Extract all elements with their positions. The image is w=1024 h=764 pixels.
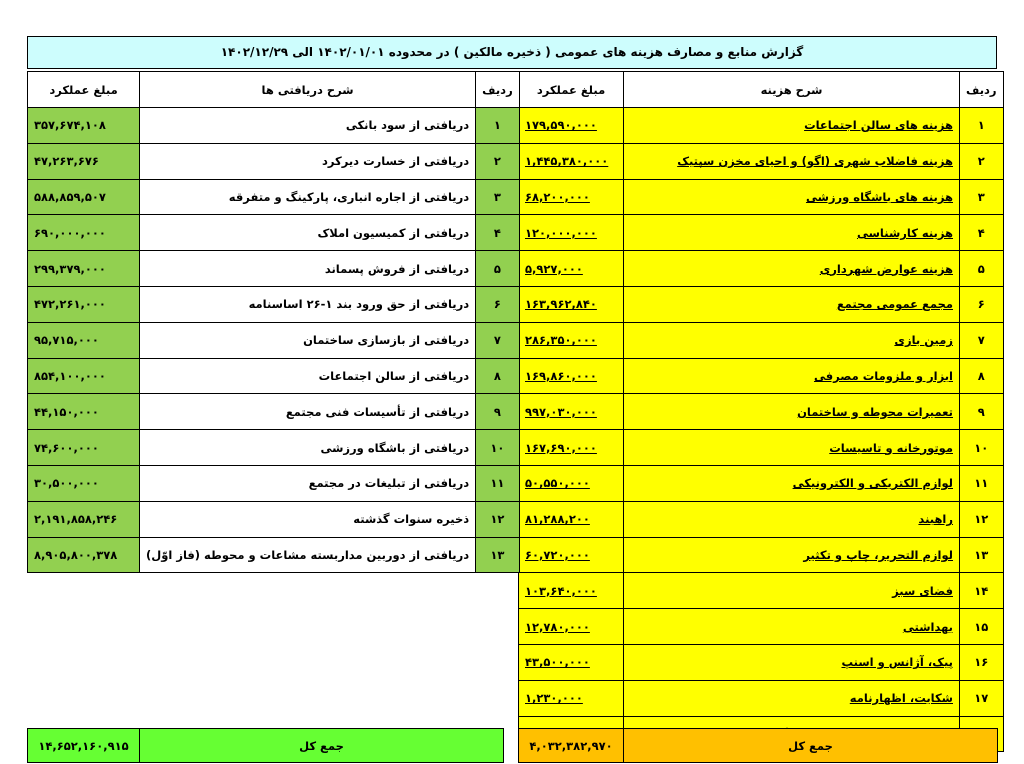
expenses-row-number-text: ۱۱: [974, 476, 989, 491]
receipts-row: [28, 108, 520, 144]
receipts-row-amount-text: ۷۴,۶۰۰,۰۰۰: [34, 440, 99, 455]
expenses-row-number-text: ۱۶: [974, 655, 989, 670]
expenses-row-amount-text: ۱۶۳,۹۶۲,۸۴۰: [525, 297, 597, 312]
expenses-row-amount-text: ۱۶۹,۸۶۰,۰۰۰: [525, 368, 597, 383]
expenses-row-description: [624, 680, 960, 716]
expenses-row-number-text: ۳: [977, 189, 985, 204]
receipts-row-description-text: دریافتی از فروش پسماند: [324, 261, 470, 276]
receipts-row-amount-text: ۹۵,۷۱۵,۰۰۰: [34, 333, 99, 348]
expenses-row-description-text: لوازم التحریر، چاپ و تکثیر: [803, 547, 953, 562]
receipts-row-amount: [28, 179, 140, 215]
expenses-row-description-text: راهبند: [918, 512, 953, 527]
expenses-row-description: [624, 430, 960, 466]
expenses-row-number: [960, 215, 1004, 251]
expenses-row: [519, 573, 1004, 609]
expenses-row: [519, 394, 1004, 430]
expenses-row-description-text: زمین بازی: [894, 333, 953, 348]
expenses-row: [519, 251, 1004, 287]
receipts-row-description: [140, 394, 476, 430]
receipts-row: [28, 215, 520, 251]
expenses-total-label: جمع کل: [624, 729, 998, 763]
expenses-row-amount-text: ۶۸,۲۰۰,۰۰۰: [525, 189, 590, 204]
receipts-header-row-num: ردیف: [476, 72, 520, 108]
expenses-row-number: [960, 108, 1004, 144]
expenses-row-amount: [519, 609, 624, 645]
receipts-row-amount: [28, 286, 140, 322]
expenses-row-amount-text: ۸۱,۲۸۸,۲۰۰: [525, 512, 590, 527]
receipts-row-number-text: ۵: [493, 261, 501, 276]
expenses-total-table: [518, 728, 998, 763]
receipts-row-amount-text: ۳۰,۵۰۰,۰۰۰: [34, 476, 99, 491]
receipts-row-description-text: دریافتی از سالن اجتماعات: [318, 368, 470, 383]
receipts-row-amount-text: ۳۵۷,۶۷۴,۱۰۸: [34, 118, 106, 133]
receipts-total-row: [28, 729, 504, 763]
expenses-row-amount-text: ۱۲,۷۸۰,۰۰۰: [525, 619, 590, 634]
receipts-row-number-text: ۴: [493, 225, 501, 240]
receipts-row-amount-text: ۴۷,۲۶۳,۶۷۶: [34, 154, 99, 169]
receipts-row-amount-text: ۲,۱۹۱,۸۵۸,۲۴۶: [34, 512, 118, 527]
receipts-header-row: [28, 72, 520, 108]
receipts-row-number: [476, 501, 520, 537]
receipts-row-description-text: دریافتی از بازسازی ساختمان: [303, 333, 470, 348]
expenses-row-description: [624, 609, 960, 645]
expenses-row: [519, 680, 1004, 716]
expenses-row-amount: [519, 394, 624, 430]
expenses-row: [519, 501, 1004, 537]
expenses-row-description-text: فضای سبز: [892, 583, 953, 598]
receipts-table: [27, 71, 520, 573]
expenses-row-number: [960, 644, 1004, 680]
receipts-row-number-text: ۱: [493, 118, 501, 133]
expenses-row: [519, 108, 1004, 144]
expenses-row-number: [960, 465, 1004, 501]
expenses-row-number: [960, 394, 1004, 430]
receipts-row-number-text: ۸: [493, 368, 501, 383]
expenses-row-number-text: ۴: [977, 225, 985, 240]
expenses-row-description: [624, 573, 960, 609]
receipts-row-number: [476, 286, 520, 322]
expenses-header-row-num: ردیف: [960, 72, 1004, 108]
expenses-row-number: [960, 286, 1004, 322]
expenses-row-amount-text: ۱۶۷,۶۹۰,۰۰۰: [525, 440, 597, 455]
receipts-row-number: [476, 537, 520, 573]
receipts-row-number-text: ۱۱: [490, 476, 505, 491]
expenses-row-amount-text: ۵۰,۵۵۰,۰۰۰: [525, 476, 590, 491]
expenses-row-amount: [519, 680, 624, 716]
report-title: گزارش منابع و مصارف هزینه های عمومی ( ذخیره مالکین ) در محدوده ۱۴۰۲/۰۱/۰۱ الی ۱۴۰۲/۱۲/۲۹: [27, 36, 997, 69]
receipts-row-amount-text: ۲۹۹,۳۷۹,۰۰۰: [34, 261, 106, 276]
expenses-row-description-text: مجمع عمومی مجتمع: [836, 297, 953, 312]
expenses-row-description-text: موتورخانه و تاسیسات: [829, 440, 953, 455]
receipts-row: [28, 322, 520, 358]
expenses-row-description: [624, 143, 960, 179]
receipts-row-amount: [28, 143, 140, 179]
expenses-header-amount: مبلغ عملکرد: [519, 72, 624, 108]
receipts-row-description-text: دریافتی از کمیسیون املاک: [317, 225, 470, 240]
expenses-header-desc: شرح هزینه: [624, 72, 960, 108]
receipts-row-number: [476, 465, 520, 501]
expenses-row: [519, 143, 1004, 179]
expenses-row-number: [960, 537, 1004, 573]
expenses-row-amount: [519, 644, 624, 680]
expenses-row-number: [960, 143, 1004, 179]
expenses-row: [519, 609, 1004, 645]
expenses-row-amount-text: ۱,۴۴۵,۳۸۰,۰۰۰: [525, 154, 609, 169]
receipts-row-description-text: دریافتی از باشگاه ورزشی: [320, 440, 470, 455]
expenses-row-description: [624, 358, 960, 394]
expenses-row-amount: [519, 108, 624, 144]
receipts-header-amount: مبلغ عملکرد: [28, 72, 140, 108]
expenses-row-description: [624, 465, 960, 501]
receipts-row-amount: [28, 394, 140, 430]
receipts-row-description: [140, 215, 476, 251]
expenses-row: [519, 179, 1004, 215]
expenses-row-description: [624, 215, 960, 251]
receipts-row: [28, 501, 520, 537]
expenses-row-description-text: شکایت، اظهارنامه: [849, 691, 953, 706]
receipts-row: [28, 251, 520, 287]
expenses-row: [519, 322, 1004, 358]
expenses-row-description: [624, 501, 960, 537]
expenses-row-amount-text: ۴۳,۵۰۰,۰۰۰: [525, 655, 590, 670]
receipts-row-number-text: ۹: [493, 404, 501, 419]
receipts-row-description-text: دریافتی از دوربین مداربسته مشاعات و محوطه (فاز اوّل): [146, 547, 470, 562]
expenses-row-description: [624, 251, 960, 287]
receipts-row-number-text: ۱۰: [490, 440, 505, 455]
receipts-row-number: [476, 108, 520, 144]
expenses-row-number-text: ۷: [977, 333, 985, 348]
receipts-total-table: [27, 728, 504, 763]
receipts-row-description: [140, 251, 476, 287]
receipts-row-description: [140, 430, 476, 466]
expenses-row-amount: [519, 430, 624, 466]
receipts-row-amount-text: ۴۷۲,۲۶۱,۰۰۰: [34, 297, 106, 312]
receipts-row-amount: [28, 358, 140, 394]
expenses-total-row: [519, 729, 998, 763]
expenses-row-amount: [519, 537, 624, 573]
expenses-row-amount-text: ۱۷۹,۵۹۰,۰۰۰: [525, 118, 597, 133]
receipts-row-number: [476, 215, 520, 251]
expenses-row-description: [624, 179, 960, 215]
expenses-row-amount: [519, 286, 624, 322]
receipts-row-description-text: دریافتی از تأسیسات فنی مجتمع: [285, 404, 470, 419]
expenses-row-amount: [519, 143, 624, 179]
expenses-row-amount-text: ۱۰۳,۶۴۰,۰۰۰: [525, 583, 597, 598]
receipts-row-description: [140, 358, 476, 394]
expenses-row-amount-text: ۹۹۷,۰۳۰,۰۰۰: [525, 404, 597, 419]
receipts-row: [28, 394, 520, 430]
receipts-row-amount-text: ۵۸۸,۸۵۹,۵۰۷: [34, 189, 106, 204]
receipts-row-number: [476, 394, 520, 430]
receipts-row: [28, 143, 520, 179]
expenses-row-amount-text: ۲۸۶,۳۵۰,۰۰۰: [525, 333, 597, 348]
expenses-row-description-text: هزینه های باشگاه ورزشی: [805, 189, 953, 204]
receipts-row-amount: [28, 430, 140, 466]
receipts-header-desc: شرح دریافتی ها: [140, 72, 476, 108]
receipts-row: [28, 430, 520, 466]
expenses-row-number-text: ۱۷: [974, 691, 989, 706]
receipts-row-number: [476, 358, 520, 394]
expenses-row-amount: [519, 215, 624, 251]
expenses-row-number: [960, 680, 1004, 716]
expenses-row-description-text: تعمیرات محوطه و ساختمان: [797, 404, 953, 419]
expenses-row: [519, 430, 1004, 466]
expenses-row: [519, 537, 1004, 573]
expenses-row-description-text: لوازم الکتریکی و الکترونیکی: [792, 476, 953, 491]
expenses-row-description-text: هزینه های سالن اجتماعات: [804, 118, 953, 133]
receipts-row-amount-text: ۶۹۰,۰۰۰,۰۰۰: [34, 225, 106, 240]
expenses-row-description: [624, 322, 960, 358]
receipts-row-number: [476, 251, 520, 287]
expenses-row: [519, 286, 1004, 322]
expenses-row-description-text: هزینه کارشناسی: [856, 225, 953, 240]
expenses-row-number-text: ۹: [977, 404, 985, 419]
receipts-row-number-text: ۳: [493, 189, 501, 204]
receipts-row-description: [140, 108, 476, 144]
expenses-row-amount: [519, 501, 624, 537]
expenses-header-row: [519, 72, 1004, 108]
expenses-row-description-text: هزینه فاضلاب شهری (اگو) و احیای مخزن سپتیک: [677, 154, 953, 169]
receipts-row-number: [476, 322, 520, 358]
receipts-row-amount: [28, 251, 140, 287]
expenses-row-number-text: ۲: [977, 154, 985, 169]
receipts-row-number-text: ۲: [493, 154, 501, 169]
expenses-row-number-text: ۱: [977, 118, 985, 133]
receipts-row-description: [140, 501, 476, 537]
receipts-row-description-text: ذخیره سنوات گذشته: [353, 512, 470, 527]
expenses-table: [518, 71, 1004, 752]
receipts-row-amount: [28, 322, 140, 358]
expenses-row: [519, 215, 1004, 251]
receipts-row: [28, 465, 520, 501]
expenses-row-number: [960, 251, 1004, 287]
receipts-row-description: [140, 286, 476, 322]
expenses-row-number: [960, 609, 1004, 645]
receipts-row-amount-text: ۴۴,۱۵۰,۰۰۰: [34, 404, 99, 419]
receipts-row: [28, 179, 520, 215]
expenses-row-description-text: هزینه عوارض شهرداری: [819, 261, 953, 276]
expenses-total-amount: ۴,۰۳۲,۳۸۲,۹۷۰: [519, 729, 624, 763]
receipts-row-amount: [28, 537, 140, 573]
receipts-row-description: [140, 143, 476, 179]
expenses-row: [519, 358, 1004, 394]
expenses-row-amount-text: ۵,۹۲۷,۰۰۰: [525, 261, 583, 276]
expenses-row-number: [960, 358, 1004, 394]
receipts-row-description: [140, 179, 476, 215]
expenses-row-description: [624, 108, 960, 144]
receipts-row-number: [476, 143, 520, 179]
expenses-row-amount: [519, 573, 624, 609]
expenses-row-number-text: ۱۳: [974, 547, 989, 562]
receipts-row: [28, 358, 520, 394]
receipts-row-description: [140, 465, 476, 501]
expenses-row-amount: [519, 251, 624, 287]
receipts-row-number: [476, 179, 520, 215]
expenses-row-amount-text: ۱۲۰,۰۰۰,۰۰۰: [525, 225, 597, 240]
expenses-row-number: [960, 501, 1004, 537]
expenses-row-amount: [519, 465, 624, 501]
expenses-row-description: [624, 286, 960, 322]
receipts-row-amount-text: ۸۵۴,۱۰۰,۰۰۰: [34, 368, 106, 383]
receipts-row-amount: [28, 465, 140, 501]
expenses-row-number: [960, 430, 1004, 466]
expenses-row-description: [624, 537, 960, 573]
receipts-total-label: جمع کل: [140, 729, 504, 763]
expenses-row-number-text: ۸: [977, 368, 985, 383]
receipts-row-description-text: دریافتی از تبلیغات در مجتمع: [308, 476, 470, 491]
receipts-row-number: [476, 430, 520, 466]
expenses-row-amount: [519, 322, 624, 358]
expenses-row-number-text: ۶: [977, 297, 985, 312]
expenses-row: [519, 644, 1004, 680]
expenses-row-number: [960, 179, 1004, 215]
receipts-row-number-text: ۱۳: [490, 547, 505, 562]
receipts-row: [28, 537, 520, 573]
expenses-row-description: [624, 644, 960, 680]
expenses-row-amount-text: ۶۰,۷۲۰,۰۰۰: [525, 547, 590, 562]
receipts-row-number-text: ۱۲: [490, 512, 505, 527]
receipts-row-description-text: دریافتی از سود بانکی: [345, 118, 470, 133]
expenses-row-number: [960, 322, 1004, 358]
receipts-row-description-text: دریافتی از اجاره انباری، پارکینگ و متفرقه: [228, 189, 470, 204]
receipts-total-amount: ۱۴,۶۵۲,۱۶۰,۹۱۵: [28, 729, 140, 763]
receipts-row-description: [140, 537, 476, 573]
expenses-row-amount: [519, 358, 624, 394]
expenses-row-number-text: ۱۰: [974, 440, 989, 455]
expenses-row-number-text: ۵: [977, 261, 985, 276]
expenses-row-amount: [519, 179, 624, 215]
expenses-row-description-text: پیک، آژانس و اسنپ: [841, 655, 953, 670]
receipts-row-description: [140, 322, 476, 358]
receipts-row-description-text: دریافتی از حق ورود بند ۱-۲۶ اساسنامه: [248, 297, 470, 312]
expenses-row-description-text: ابزار و ملزومات مصرفی: [813, 368, 953, 383]
receipts-row-number-text: ۷: [493, 333, 501, 348]
expenses-row-number: [960, 573, 1004, 609]
receipts-row-description-text: دریافتی از خسارت دیرکرد: [321, 154, 470, 169]
receipts-row: [28, 286, 520, 322]
expenses-row-number-text: ۱۵: [974, 619, 989, 634]
expenses-row-description-text: بهداشتی: [902, 619, 953, 634]
expenses-row-description: [624, 394, 960, 430]
receipts-row-amount: [28, 108, 140, 144]
expenses-row-number-text: ۱۴: [974, 583, 989, 598]
receipts-row-amount-text: ۸,۹۰۵,۸۰۰,۳۷۸: [34, 547, 118, 562]
receipts-row-amount: [28, 215, 140, 251]
expenses-row-amount-text: ۱,۲۳۰,۰۰۰: [525, 691, 583, 706]
receipts-row-amount: [28, 501, 140, 537]
receipts-row-number-text: ۶: [493, 297, 501, 312]
expenses-row: [519, 465, 1004, 501]
expenses-row-number-text: ۱۲: [974, 512, 989, 527]
